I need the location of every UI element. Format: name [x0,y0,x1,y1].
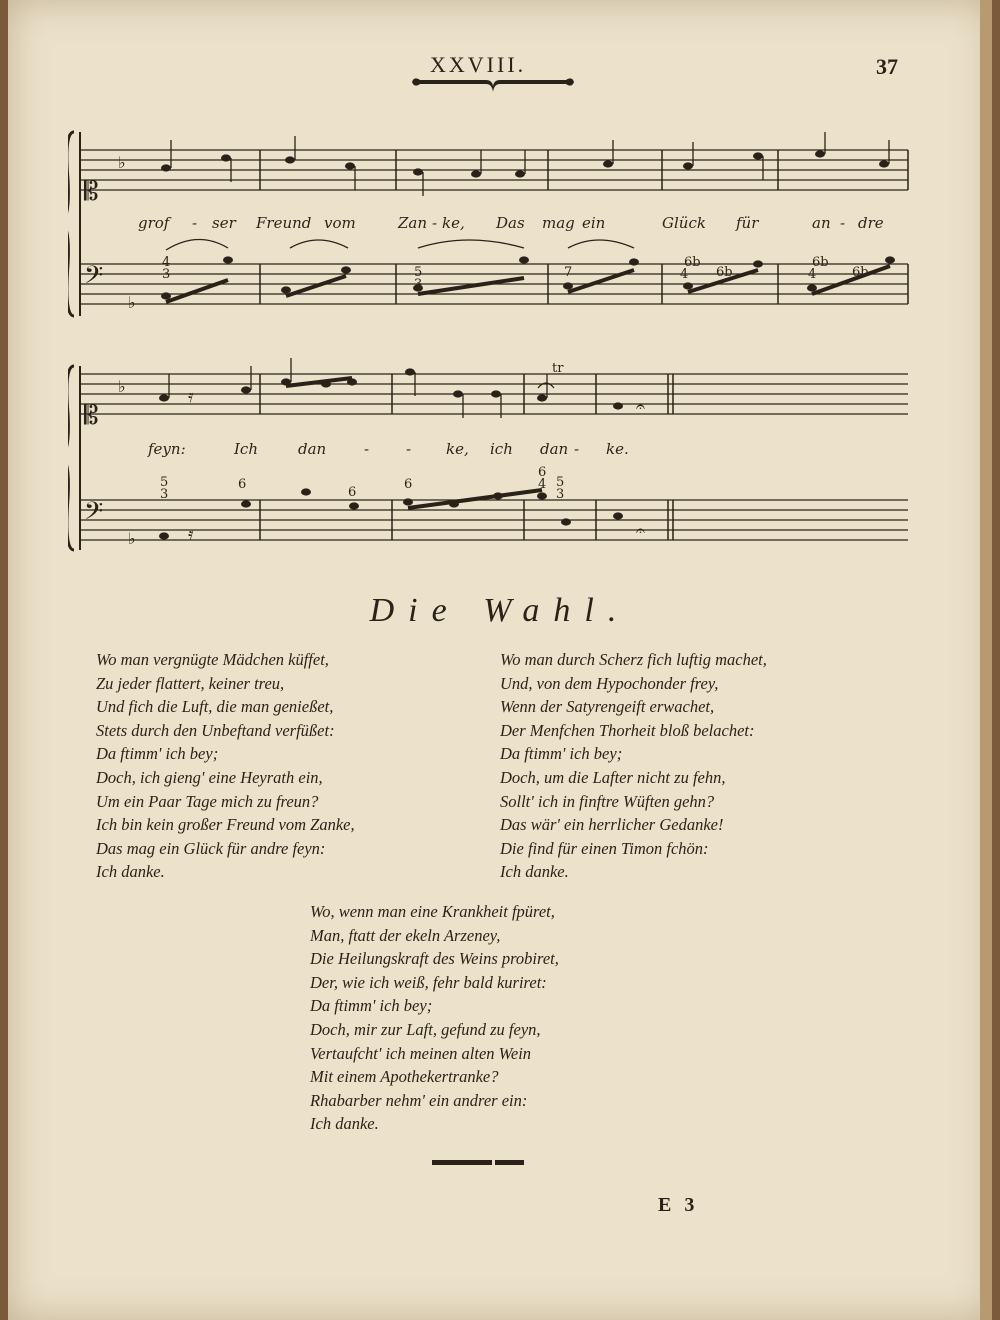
verse-line: Um ein Paar Tage mich zu freun? [96,791,319,811]
verse-line: Und fich die Luft, die man genießet, [96,697,334,717]
lyric-syllable: ich [490,440,513,458]
lyric-syllable: - [364,440,370,458]
lyric-syllable: für [736,214,759,232]
figured-bass: 5 [556,475,565,490]
verse-line: Mit einem Apothekertranke? [310,1067,499,1087]
figured-bass: 4 [680,267,689,282]
music-system-2 [68,358,908,550]
verse-line: Wo, wenn man eine Krankheit fpüret, [310,902,555,921]
verse-line: Zu jeder flattert, keiner treu, [96,673,285,693]
verse-line: Stets durch den Unbeftand verfüßet: [96,720,335,740]
verse-line: Wo man durch Scherz fich luftig machet, [500,650,767,669]
poem-title: Die Wahl. [369,592,631,629]
verse-line: Vertaufcht' ich meinen alten Wein [310,1043,532,1063]
verse-line: Doch, mir zur Laft, gefund zu feyn, [310,1019,541,1039]
verse-line: Wenn der Satyrengeift erwachet, [500,697,715,717]
lyric-syllable: ke, [442,214,465,232]
verse-line: Sollt' ich in finftre Wüften gehn? [500,791,715,811]
lyric-syllable: ser [212,214,236,232]
stanza-3 [310,900,559,1136]
verse-line: Ich danke. [96,862,165,882]
verse-line: Die Heilungskraft des Weins probiret, [310,949,559,969]
book-page [8,0,992,1320]
svg-text:𝄐: 𝄐 [636,521,645,540]
music-system-1 [68,132,908,316]
verse-line: Doch, um die Lafter nicht zu fehn, [500,767,726,787]
lyric-syllable: Glück [662,214,706,232]
verse-line: Der Menfchen Thorheit bloß belachet: [500,720,755,740]
svg-text:𝄐: 𝄐 [636,397,645,416]
lyric-syllable: dan [298,440,327,458]
verse-line: Man, ftatt der ekeln Arzeney, [310,925,501,945]
verse-line: Ich danke. [310,1114,379,1134]
figured-bass: 6b [716,265,733,280]
lyric-syllable: grof [138,214,170,232]
lyric-syllable: ke, [446,440,469,458]
svg-text:𝄢: 𝄢 [84,497,104,532]
verse-line: Die find für einen Timon fchön: [500,838,709,858]
verse-line: Der, wie ich weiß, fehr bald kuriret: [310,972,547,992]
svg-text:♭: ♭ [118,153,126,172]
figured-bass: 3 [556,487,565,502]
lyric-syllable: Freund [256,214,312,232]
trill-mark: tr [552,361,564,376]
svg-text:𝄡: 𝄡 [84,401,99,431]
lyric-syllable: Ich [234,440,258,458]
figured-bass: 5 [160,475,169,490]
lyric-syllable: feyn: [148,440,186,458]
svg-text:𝄢: 𝄢 [84,261,104,296]
svg-text:♭: ♭ [118,377,126,396]
figured-bass: 6b [852,265,869,280]
figured-bass: 3 [162,267,171,282]
svg-text:𝄿: 𝄿 [188,524,194,545]
verse-line: Das wär' ein herrlicher Gedanke! [500,815,724,835]
signature-mark: E 3 [658,1194,699,1216]
figured-bass: 6 [238,477,247,492]
figured-bass: 6b [812,255,829,270]
lyric-syllable: - [574,440,580,458]
lyric-syllable: ein [582,214,606,232]
svg-text:♭: ♭ [128,529,136,548]
verse-line: Doch, ich gieng' eine Heyrath ein, [96,767,323,787]
lyric-syllable: - [192,214,198,232]
figured-bass: 3 [414,277,423,292]
svg-text:𝄿: 𝄿 [188,386,194,407]
figured-bass: 6 [404,477,413,492]
verse-line: Rhabarber nehm' ein andrer ein: [310,1090,528,1110]
lyric-syllable: dan [540,440,569,458]
music-score [68,120,918,580]
verse-line: Und, von dem Hypochonder frey, [500,673,719,693]
lyric-syllable: Zan [398,214,428,232]
verse-line: Da ftimm' ich bey; [310,996,433,1016]
lyric-syllable: an [812,214,831,232]
svg-text:♭: ♭ [128,293,136,312]
figured-bass: 6 [348,485,357,500]
figured-bass: 5 [414,265,423,280]
lyric-syllable: Das [496,214,525,232]
header-ornament [408,72,578,102]
figured-bass: 6 [538,465,547,480]
lyric-syllable: - [432,214,438,232]
figured-bass: 3 [160,487,169,502]
verse-line: Ich danke. [500,862,569,882]
verse-line: Da ftimm' ich bey; [500,744,623,764]
verse-line: Wo man vergnügte Mädchen küffet, [96,650,329,669]
lyric-syllable: vom [324,214,356,232]
page-number: 37 [876,54,898,79]
lyric-syllable: ke. [606,440,629,458]
verse-line: Da ftimm' ich bey; [96,744,219,764]
lyric-syllable: - [406,440,412,458]
figured-bass: 6b [684,255,701,270]
figured-bass: 7 [564,265,573,280]
lyric-syllable: dre [858,214,884,232]
lyric-syllable: mag [542,214,575,232]
figured-bass: 4 [808,267,817,282]
figured-bass: 4 [538,477,547,492]
section-number: XXVIII. [430,52,527,77]
stanza-2 [500,648,767,884]
lyric-syllable: - [840,214,846,232]
end-rule [432,1158,524,1168]
stanza-1 [96,648,355,884]
figured-bass: 4 [162,255,171,270]
svg-text:𝄡: 𝄡 [84,177,99,207]
verse-line: Ich bin kein großer Freund vom Zanke, [96,815,355,835]
verse-line: Das mag ein Glück für andre feyn: [96,838,326,858]
page-edge [980,0,992,1320]
